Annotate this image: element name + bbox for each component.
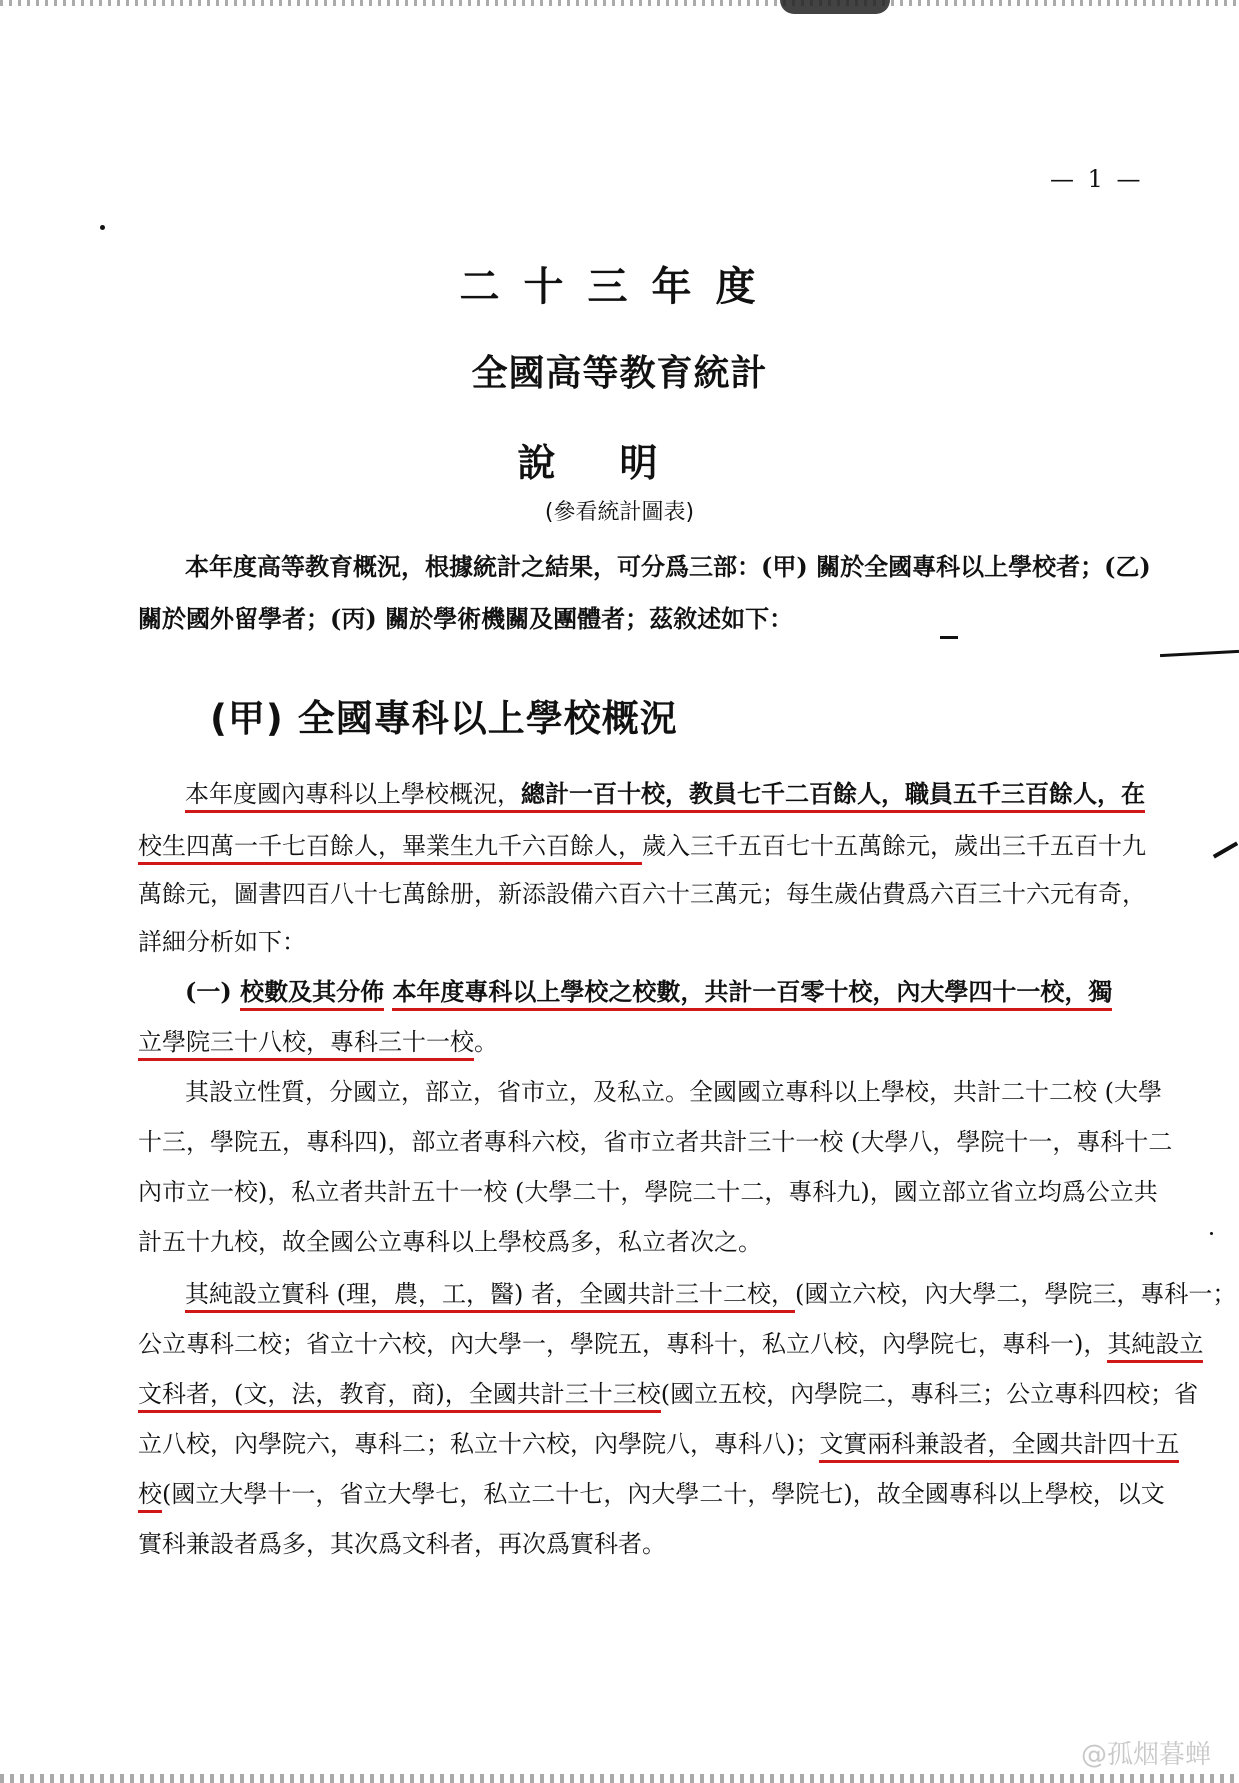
paragraph-text: 。 — [474, 1028, 498, 1056]
scan-mark-right — [1213, 842, 1238, 859]
paragraph-line — [138, 1480, 1165, 1508]
scan-speck — [940, 636, 958, 639]
paragraph-text: 公立專科二校；省立十六校，內大學一，學院五，專科十，私立八校，內學院七，專科一)， — [138, 1330, 1108, 1358]
section-title: 說明 — [517, 441, 722, 485]
underlined-text: 總計一百十校，教員七千二百餘人，職員五千三百餘人，在 — [521, 779, 1145, 813]
scan-edge-bottom — [0, 1774, 1239, 1783]
paragraph-line: 計五十九校，故全國公立專科以上學校爲多，私立者次之。 — [138, 1228, 762, 1256]
paragraph-line — [185, 780, 1145, 808]
section-heading: (甲) 全國專科以上學校概況 — [210, 697, 678, 740]
paragraph-text: (國立大學十一，省立大學七，私立二十七，內大學二十，學院七)，故全國專科以上學校，以文 — [162, 1480, 1165, 1508]
item-label: (一) — [185, 977, 232, 1006]
paragraph-line: 其設立性質，分國立，部立，省市立，及私立。全國國立專科以上學校，共計二十二校 (大學 — [185, 1078, 1162, 1106]
paragraph-text: (國立六校，內大學二，學院三，專科一； — [794, 1280, 1237, 1308]
paragraph-line — [138, 832, 1146, 860]
paragraph-line: 內市立一校)，私立者共計五十一校 (大學二十，學院二十二，專科九)，國立部立省立均爲公立共 — [138, 1178, 1158, 1206]
paragraph-line — [138, 1380, 1198, 1408]
underlined-text: 其純設立 — [1107, 1330, 1203, 1363]
scan-mark-right — [1160, 650, 1239, 657]
underlined-text: 校 — [138, 1480, 162, 1513]
paragraph-text: 歲入三千五百七十五萬餘元，歲出三千五百十九 — [642, 832, 1146, 860]
paragraph-line: 十三，學院五，專科四)，部立者專科六校，省市立者共計三十一校 (大學八，學院十一，專科十二 — [138, 1128, 1173, 1156]
underlined-text: 立學院三十八校，專科三十一校 — [138, 1028, 474, 1061]
scan-speck — [100, 225, 105, 230]
watermark: @孤烟暮蝉 — [1080, 1740, 1211, 1770]
scan-edge-top — [0, 0, 1239, 6]
underlined-text: 文科者，(文，法，教育，商)，全國共計三十三校 — [138, 1380, 661, 1413]
title-year: 二十三年度 — [459, 264, 780, 310]
paragraph-line: 萬餘元，圖書四百八十七萬餘册，新添設備六百六十三萬元；每生歲佔費爲六百三十六元有奇， — [138, 880, 1146, 908]
underlined-text: 校數及其分佈 — [240, 977, 384, 1011]
paragraph-text: (國立五校，內學院二，專科三；公立專科四校；省 — [660, 1380, 1199, 1408]
underlined-text: 校生四萬一千七百餘人，畢業生九千六百餘人， — [138, 832, 642, 865]
page-title: 全國高等教育統計 — [471, 353, 768, 394]
underlined-text: 其純設立實科 (理，農，工，醫) 者，全國共計三十二校， — [185, 1280, 795, 1313]
paragraph-line — [138, 1028, 498, 1056]
paragraph-line — [185, 1280, 1236, 1308]
intro-line: 本年度高等教育概況，根據統計之結果，可分爲三部：(甲) 關於全國專科以上學校者；(乙) — [185, 552, 1151, 581]
paragraph-line — [138, 1330, 1203, 1358]
paragraph-line: 詳細分析如下： — [138, 928, 306, 956]
underlined-text: 文實兩科兼設者，全國共計四十五 — [819, 1430, 1179, 1463]
paragraph-line: 實科兼設者爲多，其次爲文科者，再次爲實科者。 — [138, 1530, 666, 1558]
page-number: — 1 — — [1050, 165, 1144, 193]
intro-line: 關於國外留學者；(丙) 關於學術機關及團體者；茲敘述如下： — [138, 604, 794, 633]
paragraph-text: 立八校，內學院六，專科二；私立十六校，內學院八，專科八)； — [138, 1430, 820, 1458]
paragraph-line — [138, 1430, 1179, 1458]
scan-smudge-top — [780, 0, 890, 14]
paragraph-line — [185, 978, 1112, 1006]
underlined-text: 本年度國內專科以上學校概況， — [185, 780, 521, 813]
underlined-text: 本年度專科以上學校之校數，共計一百零十校，內大學四十一校，獨 — [392, 977, 1112, 1011]
scan-speck — [1210, 1232, 1213, 1235]
title-note: (參看統計圖表) — [544, 500, 695, 525]
